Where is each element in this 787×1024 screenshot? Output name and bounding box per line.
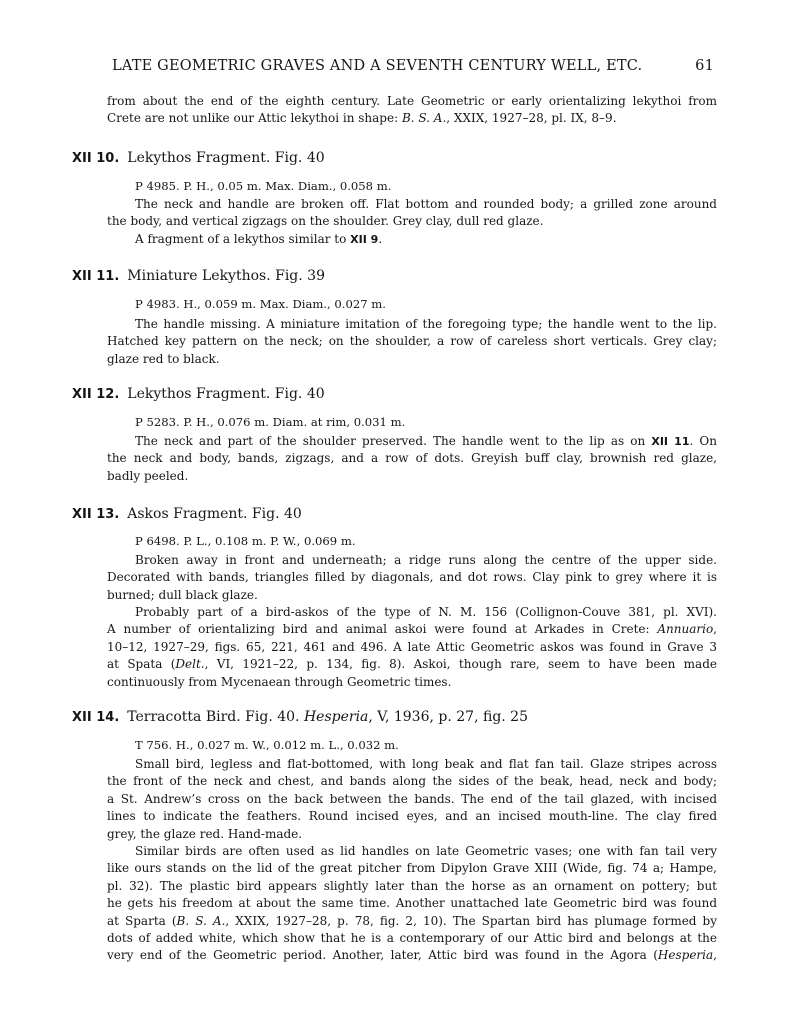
text-span: , xyxy=(713,622,717,637)
entry-specs: P 4985. P. H., 0.05 m. Max. Diam., 0.058 m. xyxy=(135,179,392,193)
text-line xyxy=(107,231,717,248)
entry-title: Lekythos Fragment. Fig. 40 xyxy=(127,150,325,166)
text-line xyxy=(107,621,717,638)
running-title: LATE GEOMETRIC GRAVES AND A SEVENTH CENTURY WELL, ETC. xyxy=(112,58,643,74)
entry-description xyxy=(107,433,717,485)
text-span: . On xyxy=(689,434,717,448)
entry-description xyxy=(107,552,717,604)
cross-reference: XII 11 xyxy=(651,435,690,448)
text-line: the neck and body, bands, zigzags, and a row of dots. Greyish buff clay, brownish red glaze, xyxy=(107,451,717,466)
text-line: the body, and vertical zigzags on the shoulder. Grey clay, dull red glaze. xyxy=(107,214,544,229)
entry-number: XII 13. xyxy=(72,507,120,522)
reference: Hesperia xyxy=(657,948,714,963)
entry-heading xyxy=(72,386,722,402)
entry-description xyxy=(107,196,717,248)
entry-specs: T 756. H., 0.027 m. W., 0.012 m. L., 0.032 m. xyxy=(135,738,399,752)
text-line xyxy=(107,913,717,930)
text-line: Probably part of a bird-askos of the type of N. M. 156 (Collignon-Couve 381, pl. XVI). xyxy=(135,605,717,619)
text-line xyxy=(107,656,717,673)
text-line: from about the end of the eighth century. Late Geometric or early orientalizing lekythoi from xyxy=(107,94,717,108)
text-span: very end of the Geometric period. Another, later, Attic bird was found in the Agora ( xyxy=(107,948,658,963)
entry-number: XII 14. xyxy=(72,710,120,725)
text-line: the front of the neck and chest, and bands along the sides of the beak, head, neck and body; xyxy=(107,774,717,789)
reference: Hesperia xyxy=(303,709,369,725)
text-line xyxy=(107,433,717,450)
text-line: 10–12, 1927–29, figs. 65, 221, 461 and 496. A late Attic Geometric askos was found in Grave 3 xyxy=(107,639,717,654)
entry-discussion xyxy=(107,843,717,965)
text-line: like ours stands on the lid of the great pitcher from Dipylon Grave XIII (Wide, fig. 74 a; Hampe, xyxy=(107,861,717,876)
text-line: Hatched key pattern on the neck; on the shoulder, a row of careless short verticals. Grey clay; xyxy=(107,334,717,349)
text-span: at Sparta ( xyxy=(107,913,177,928)
text-span: A number of orientalizing bird and animal askoi were found at Arkades in Crete: xyxy=(107,622,658,637)
entry-number: XII 12. xyxy=(72,387,120,402)
reference: Delt. xyxy=(175,657,205,672)
text-line xyxy=(107,947,717,964)
text-line: The neck and handle are broken off. Flat bottom and rounded body; a grilled zone around xyxy=(135,197,717,211)
entry-specs: P 4983. H., 0.059 m. Max. Diam., 0.027 m. xyxy=(135,297,386,311)
text-span: , VI, 1921–22, p. 134, fig. 8). Askoi, though rare, seem to have been made xyxy=(204,657,717,672)
entry-title-rest: , V, 1936, p. 27, fig. 25 xyxy=(368,709,528,725)
reference: Annuario xyxy=(657,622,714,637)
text-line: badly peeled. xyxy=(107,468,189,483)
text-span: . xyxy=(378,231,383,246)
entry-number: XII 10. xyxy=(72,151,120,166)
entry-heading xyxy=(72,268,722,284)
text-span: at Spata ( xyxy=(107,657,176,672)
text-span: Crete are not unlike our Attic lekythoi in shape: xyxy=(107,111,402,126)
entry-title: Miniature Lekythos. Fig. 39 xyxy=(127,268,325,284)
entry-specs: P 6498. P. L., 0.108 m. P. W., 0.069 m. xyxy=(135,534,356,548)
entry-heading xyxy=(72,150,722,166)
text-line: The handle missing. A miniature imitation of the foregoing type; the handle went to the lip. xyxy=(135,317,717,331)
text-span: , XXIX, 1927–28, p. 78, fig. 2, 10). The Spartan bird has plumage formed by xyxy=(225,913,717,928)
entry-title: Lekythos Fragment. Fig. 40 xyxy=(127,386,325,402)
text-span: , XXIX, 1927–28, pl. IX, 8–9. xyxy=(446,111,617,126)
reference: B. S. A. xyxy=(401,111,447,126)
entry-title: Askos Fragment. Fig. 40 xyxy=(127,506,302,522)
text-line: continuously from Mycenaean through Geometric times. xyxy=(107,674,452,689)
cross-reference: XII 9 xyxy=(350,232,379,246)
text-span: The neck and part of the shoulder preserved. The handle went to the lip as on xyxy=(135,434,652,448)
intro-paragraph xyxy=(107,93,717,128)
text-line: burned; dull black glaze. xyxy=(107,587,258,602)
entry-heading xyxy=(72,709,722,725)
entry-title: Terracotta Bird. Fig. 40. xyxy=(127,709,304,725)
text-line: Decorated with bands, triangles filled by diagonals, and dot rows. Clay pink to grey where it is xyxy=(107,570,717,585)
text-line: Similar birds are often used as lid handles on late Geometric vases; one with fan tail very xyxy=(135,844,717,858)
reference: B. S. A. xyxy=(176,913,226,928)
text-line: glaze red to black. xyxy=(107,351,220,366)
running-head xyxy=(112,58,714,78)
text-line: dots of added white, which show that he is a contemporary of our Attic bird and belongs at the xyxy=(107,931,717,946)
text-line: grey, the glaze red. Hand-made. xyxy=(107,826,303,841)
entry-discussion xyxy=(107,604,717,691)
text-line: pl. 32). The plastic bird appears slightly later than the horse as an ornament on pottery; but xyxy=(107,878,717,893)
text-line: Broken away in front and underneath; a ridge runs along the centre of the upper side. xyxy=(135,553,717,567)
entry-specs: P 5283. P. H., 0.076 m. Diam. at rim, 0.031 m. xyxy=(135,415,406,429)
entry-heading xyxy=(72,506,722,522)
entry-description xyxy=(107,316,717,368)
text-line: he gets his freedom at about the same time. Another unattached late Geometric bird was found xyxy=(107,896,717,911)
page-number: 61 xyxy=(695,58,714,74)
text-line: Small bird, legless and flat-bottomed, with long beak and flat fan tail. Glaze stripes across xyxy=(135,757,717,771)
text-line xyxy=(107,110,717,127)
text-line: lines to indicate the feathers. Round incised eyes, and an incised mouth-line. The clay fired xyxy=(107,809,717,824)
text-line: a St. Andrew’s cross on the back between the bands. The end of the tail glazed, with incised xyxy=(107,791,717,806)
entry-description xyxy=(107,756,717,843)
text-span: , xyxy=(713,948,717,963)
entry-number: XII 11. xyxy=(72,269,120,284)
text-span: A fragment of a lekythos similar to xyxy=(135,231,351,246)
